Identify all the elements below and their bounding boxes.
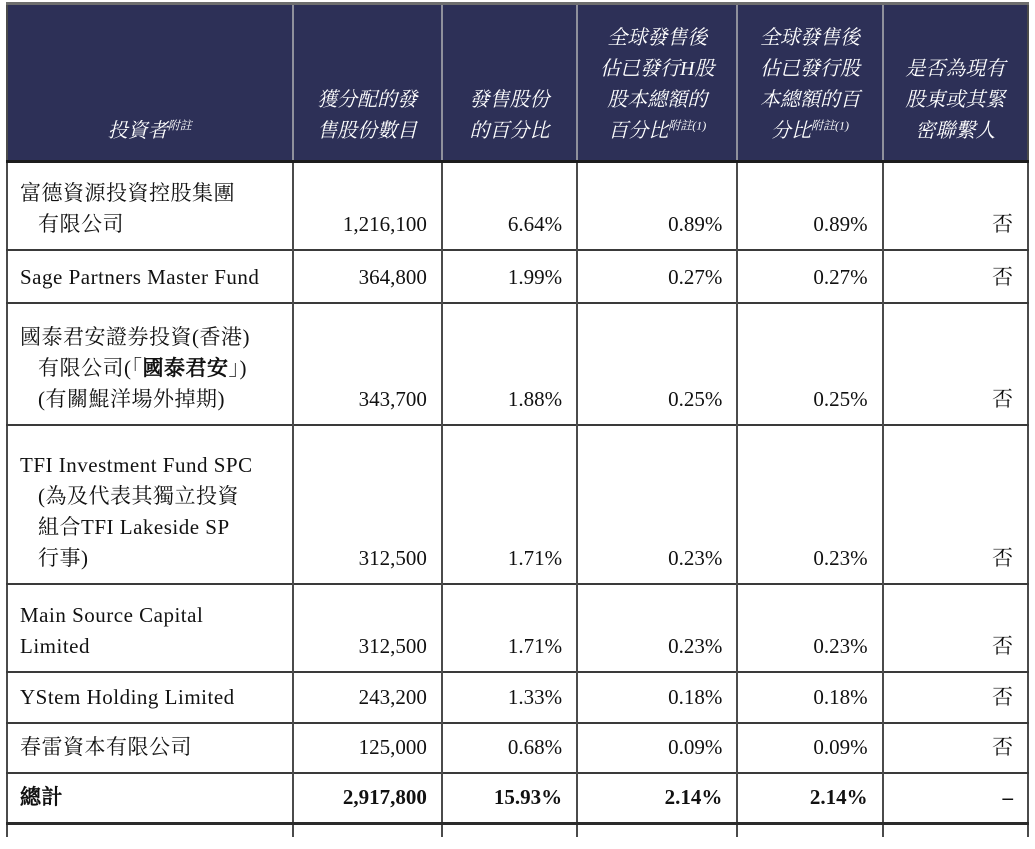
h-share-pct-cell: 0.23% <box>577 584 737 672</box>
investor-name-cell: 春雷資本有限公司 <box>7 723 293 773</box>
allocated-shares-cell: 1,216,100 <box>293 162 442 250</box>
table-row <box>7 250 1028 303</box>
bold-defined-term: 國泰君安 <box>142 355 229 380</box>
total-share-pct-cell: 0.23% <box>737 425 882 584</box>
header-total-share-pct-note: 附註(1) <box>811 118 850 133</box>
existing-shareholder-cell: 否 <box>883 584 1028 672</box>
existing-shareholder-cell: 否 <box>883 162 1028 250</box>
header-h-share-pct: 全球發售後 佔已發行H股 股本總額的 百分比$^{附註(1)}$ <box>577 4 737 162</box>
header-offer-pct: 發售股份 的百分比 <box>442 4 577 162</box>
allocated-shares-cell: 364,800 <box>293 250 442 303</box>
total-share-pct-cell: 0.09% <box>737 723 882 773</box>
offer-pct-cell: 0.68% <box>442 723 577 773</box>
table-body <box>7 162 1028 838</box>
offer-pct-cell: 1.33% <box>442 672 577 723</box>
offer-pct-cell: 1.71% <box>442 425 577 584</box>
investor-name-cell: TFI Investment Fund SPC (為及代表其獨立投資 組合TFI Lakeside SP 行事) <box>7 425 293 584</box>
header-investor-note: 附註 <box>167 118 192 133</box>
h-share-pct-cell: 0.23% <box>577 425 737 584</box>
existing-shareholder-cell: 否 <box>883 425 1028 584</box>
total-allocated-shares-cell: 2,917,800 <box>293 773 442 824</box>
table-header <box>7 4 1028 162</box>
investor-name-cell: Main Source Capital Limited <box>7 584 293 672</box>
total-share-pct-cell: 0.18% <box>737 672 882 723</box>
table-row <box>7 303 1028 425</box>
total-share-pct-cell: 0.89% <box>737 162 882 250</box>
existing-shareholder-cell: 否 <box>883 723 1028 773</box>
header-allocated-shares: 獲分配的發 售股份數目 <box>293 4 442 162</box>
total-h-share-pct-cell: 2.14% <box>577 773 737 824</box>
empty-cell <box>7 823 293 837</box>
table-row <box>7 584 1028 672</box>
h-share-pct-cell: 0.18% <box>577 672 737 723</box>
empty-cell <box>737 823 882 837</box>
offer-pct-cell: 6.64% <box>442 162 577 250</box>
allocated-shares-cell: 343,700 <box>293 303 442 425</box>
existing-shareholder-cell: 否 <box>883 303 1028 425</box>
allocated-shares-cell: 312,500 <box>293 425 442 584</box>
total-share-pct-cell: 0.25% <box>737 303 882 425</box>
offer-pct-cell: 1.71% <box>442 584 577 672</box>
total-share-pct-cell: 0.27% <box>737 250 882 303</box>
header-total-share-pct: 全球發售後 佔已發行股 本總額的百 分比$^{附註(1)}$ <box>737 4 882 162</box>
placee-allocation-table <box>6 2 1029 837</box>
header-investor <box>7 4 293 162</box>
empty-cell <box>577 823 737 837</box>
total-total-share-pct-cell: 2.14% <box>737 773 882 824</box>
allocated-shares-cell: 125,000 <box>293 723 442 773</box>
allocated-shares-cell: 243,200 <box>293 672 442 723</box>
existing-shareholder-cell: 否 <box>883 250 1028 303</box>
total-label-cell: 總計 <box>7 773 293 824</box>
h-share-pct-cell: 0.25% <box>577 303 737 425</box>
total-offer-pct-cell: 15.93% <box>442 773 577 824</box>
offer-pct-cell: 1.88% <box>442 303 577 425</box>
table-row <box>7 723 1028 773</box>
h-share-pct-cell: 0.89% <box>577 162 737 250</box>
h-share-pct-cell: 0.09% <box>577 723 737 773</box>
investor-name-cell: Sage Partners Master Fund <box>7 250 293 303</box>
investor-name-cell: YStem Holding Limited <box>7 672 293 723</box>
header-h-share-pct-note: 附註(1) <box>668 118 707 133</box>
investor-name-cell: 國泰君安證券投資(香港) 有限公司(「國泰君安」) (有關鯤洋場外掉期) <box>7 303 293 425</box>
h-share-pct-cell: 0.27% <box>577 250 737 303</box>
existing-shareholder-cell: 否 <box>883 672 1028 723</box>
investor-name-cell: 富德資源投資控股集團 有限公司 <box>7 162 293 250</box>
empty-cell <box>293 823 442 837</box>
empty-cell <box>883 823 1028 837</box>
empty-cell <box>442 823 577 837</box>
table-row <box>7 162 1028 250</box>
table-row <box>7 672 1028 723</box>
clipped-next-row <box>7 823 1028 837</box>
total-share-pct-cell: 0.23% <box>737 584 882 672</box>
offer-pct-cell: 1.99% <box>442 250 577 303</box>
table-row <box>7 425 1028 584</box>
total-existing-shareholder-cell: – <box>883 773 1028 824</box>
allocated-shares-cell: 312,500 <box>293 584 442 672</box>
total-row <box>7 773 1028 824</box>
header-investor-label: 投資者 <box>107 120 168 142</box>
header-existing-shareholder: 是否為現有 股東或其緊 密聯繫人 <box>883 4 1028 162</box>
header-row <box>7 4 1028 162</box>
